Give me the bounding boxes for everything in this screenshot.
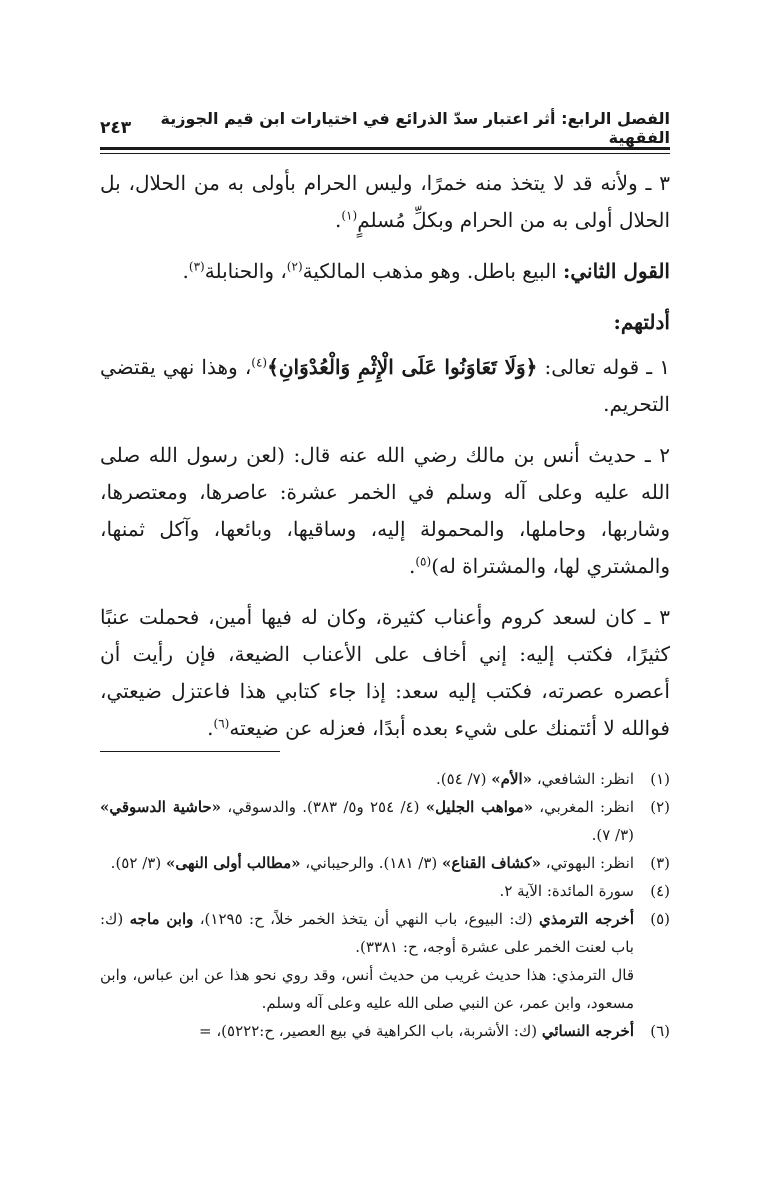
running-header	[100, 109, 670, 147]
paragraph-evidence-3: ٣ ـ كان لسعد كروم وأعناب كثيرة، وكان له فيها أمين، فحملت عنبًا كثيرًا، فكتب إليه: إني أخاف على الأعناب الضيعة، فإن رأيت أن أعصره عصرته، فكتب إليه سعد: إذا جاء كتابي هذا فاعتزل ضيعتي، فوالله لا أئتمنك على شيء بعده أبدًا، فعزله عن ضيعته$^{(٦)}$.	[100, 605, 670, 740]
footnote-ref-3[interactable]: (٣)	[188, 259, 205, 274]
footnote-ref-2[interactable]: (٢)	[286, 259, 303, 274]
main-text	[100, 165, 670, 761]
footnote-ref-4[interactable]: (٤)	[251, 355, 268, 370]
footnotes	[100, 765, 670, 1045]
footnote-separator	[100, 751, 280, 752]
footnote-ref-6[interactable]: (٦)	[213, 716, 230, 731]
footnote-ref-5[interactable]: (٥)	[415, 554, 432, 569]
evidence-heading: أدلتهم:	[613, 310, 670, 334]
header-rule-thin	[100, 153, 670, 154]
footnote-4: (٤) سورة المائدة: الآية ٢.	[499, 882, 670, 900]
footnote-6: (٦) أخرجه النسائي (ك: الأشربة، باب الكراهية في بيع العصير، ح:٥٢٢٢)، =	[199, 1022, 670, 1040]
footnote-3: (٣) انظر: البهوتي، «كشاف القناع» (٣/ ١٨١). والرحيباني، «مطالب أولى النهى» (٣/ ٥٢).	[110, 854, 670, 872]
page-number: ٢٤٣	[100, 118, 132, 138]
paragraph-evidence-1: ١ ـ قوله تعالى: ﴿وَلَا تَعَاوَنُوا عَلَى الْإِثْمِ وَالْعُدْوَانِ﴾$^{(٤)}$، وهذا نهي يقتضي التحريم.	[100, 355, 670, 416]
footnote-1: (١) انظر: الشافعي، «الأم» (٧/ ٥٤).	[436, 770, 670, 788]
paragraph-second-opinion: القول الثاني: البيع باطل. وهو مذهب المالكية$^{(٢)}$، والحنابلة$^{(٣)}$.	[182, 259, 670, 283]
paragraph-reason-3: ٣ ـ ولأنه قد لا يتخذ منه خمرًا، وليس الحرام بأولى به من الحلال، بل الحلال أولى به من الحرام وبكلِّ مُسلمٍ$^{(١)}$.	[100, 171, 670, 232]
header-rule-thick	[100, 147, 670, 150]
footnote-2: (٢) انظر: المغربي، «مواهب الجليل» (٤/ ٢٥٤ و٥/ ٣٨٣). والدسوقي، «حاشية الدسوقي» (٣/ ٧).	[100, 798, 670, 844]
paragraph-evidence-2: ٢ ـ حديث أنس بن مالك رضي الله عنه قال: (لعن رسول الله صلى الله عليه وعلى آله وسلم في الخمر عشرة: عاصرها، ومعتصرها، وشاربها، وحاملها، والمحمولة إليه، وساقيها، وبائعها، وآكل ثمنها، والمشتري لها، والمشتراة له)$^{(٥)}$.	[100, 443, 670, 578]
footnote-5-continuation: قال الترمذي: هذا حديث غريب من حديث أنس، وقد روي نحو هذا عن ابن عباس، وابن مسعود، وابن عمر، عن النبي صلى الله عليه وعلى آله وسلم.	[100, 966, 634, 1012]
second-opinion-label: القول الثاني:	[563, 259, 670, 283]
chapter-title: الفصل الرابع: أثر اعتبار سدّ الذرائع في اختيارات ابن قيم الجوزية الفقهية	[160, 109, 670, 147]
footnote-5: (٥) أخرجه الترمذي (ك: البيوع، باب النهي أن يتخذ الخمر خلاً، ح: ١٢٩٥)، وابن ماجه (ك: باب لعنت الخمر على عشرة أوجه، ح: ٣٣٨١).	[100, 910, 670, 956]
quran-verse: ﴿وَلَا تَعَاوَنُوا عَلَى الْإِثْمِ وَالْعُدْوَانِ﴾	[267, 355, 538, 379]
footnote-ref-1[interactable]: (١)	[341, 208, 358, 223]
